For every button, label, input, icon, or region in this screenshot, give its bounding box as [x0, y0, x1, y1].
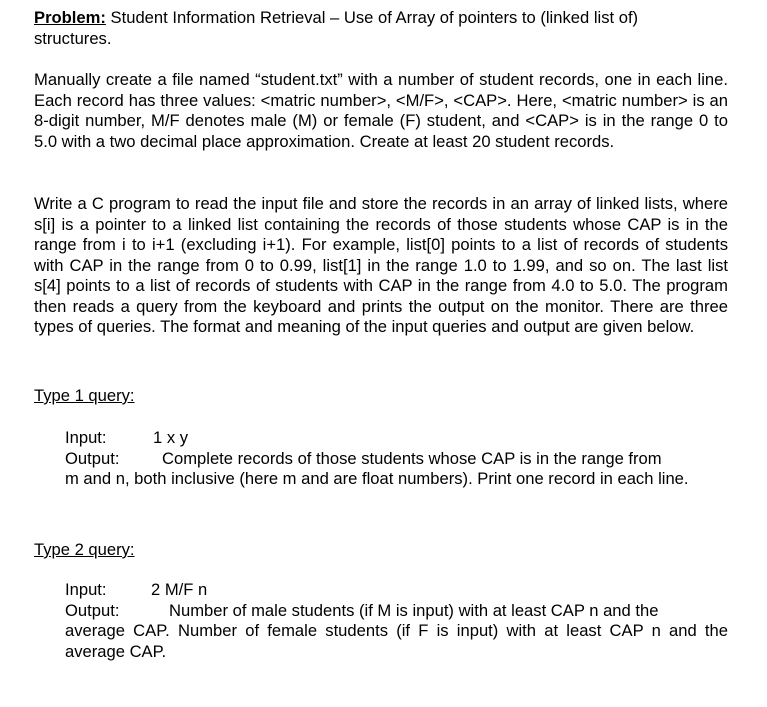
problem-title-line2: structures.: [34, 28, 112, 48]
problem-title-line1: Student Information Retrieval – Use of Array of pointers to (linked list of): [105, 8, 639, 27]
type2-output-rest: average CAP. Number of female students (if F is input) with at least CAP n and the average CAP.: [65, 621, 728, 661]
type1-output-rest: m and n, both inclusive (here m and are float numbers). Print one record in each line.: [65, 469, 689, 488]
type2-input-value: 2 M/F n: [151, 580, 208, 599]
type1-details: [65, 428, 728, 490]
type1-input-label: Input:: [65, 428, 107, 447]
type2-details: [65, 580, 728, 662]
type1-input-value: 1 x y: [153, 428, 189, 447]
type1-input-row: [65, 428, 728, 449]
type2-heading: Type 2 query:: [34, 540, 135, 559]
type2-output-line1: Number of male students (if M is input) with at least CAP n and the: [169, 600, 659, 620]
type1-output-line1: Complete records of those students whose CAP is in the range from: [162, 448, 662, 468]
paragraph-program-description: Write a C program to read the input file and store the records in an array of linked lists, where s[i] is a pointer to a linked list containing the records of those students whose CAP is in the range from i to i+1 (excluding i+1). For example, list[0] points to a list of records of students with CAP in the range from 0 to 0.99, list[1] in the range 1.0 to 1.99, and so on. The last list s[4] points to a list of records of students with CAP in the range from 4.0 to 5.0. The program then reads a query from the keyboard and prints the output on the monitor. There are three types of queries. The format and meaning of the input queries and output are given below.: [34, 194, 728, 336]
problem-label: Problem:: [34, 8, 106, 27]
type2-output-row: [65, 601, 728, 622]
type2-input-row: [65, 580, 728, 601]
type2-output-label: Output:: [65, 600, 120, 620]
type1-output-label: Output:: [65, 448, 120, 468]
type1-heading: Type 1 query:: [34, 386, 135, 405]
type2-input-label: Input:: [65, 580, 107, 599]
type1-output-row: [65, 449, 728, 470]
problem-title: [34, 8, 728, 49]
paragraph-file-description: Manually create a file named “student.txt” with a number of student records, one in each line. Each record has three values: <matric number>, <M/F>, <CAP>. Here, <matric number> is an 8-digit number, M/F denotes male (M) or female (F) student, and <CAP> is in the range 0 to 5.0 with a two decimal place approximation. Create at least 20 student records.: [34, 70, 728, 151]
